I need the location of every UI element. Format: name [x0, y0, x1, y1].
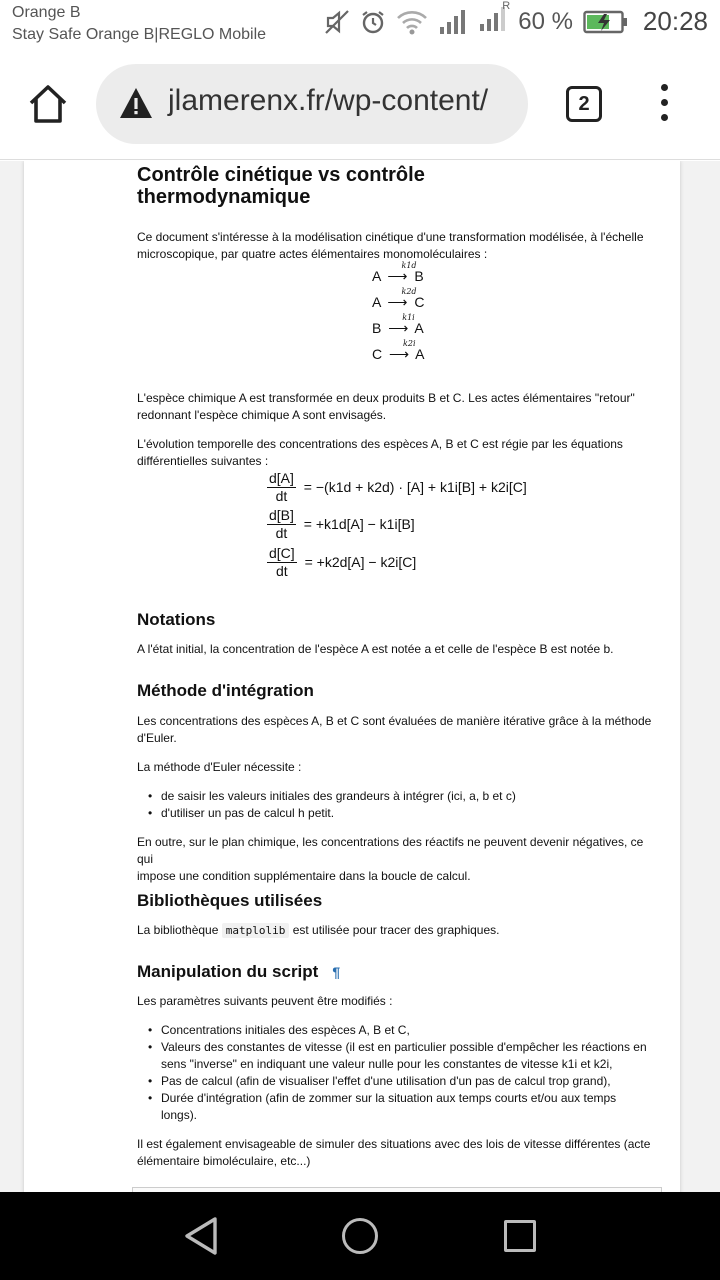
ode-rhs: = +k2d[A] − k2i[C]: [304, 554, 417, 570]
list-item: • de saisir les valeurs initiales des grandeurs à intégrer (ici, a, b et c): [137, 788, 657, 805]
reaction-2: [372, 287, 425, 318]
numerator: d[C]: [269, 545, 295, 561]
manip-paragraph-1: Les paramètres suivants peuvent être modifiés :: [137, 994, 393, 1008]
title-line-1: Contrôle cinétique vs contrôle: [137, 164, 425, 186]
intro-line-1: Ce document s'intéresse à la modélisation cinétique d'une transformation modélisée, à l'échelle: [137, 230, 644, 244]
methode-paragraph-2: La méthode d'Euler nécessite :: [137, 760, 302, 774]
carrier-name: Orange B: [12, 4, 81, 21]
arrow-glyph: ⟶: [388, 346, 410, 362]
heading-methode: Méthode d'intégration: [137, 681, 314, 700]
list-item: [137, 1090, 657, 1124]
list-item-line: Valeurs des constantes de vitesse (il est en particulier possible d'empêcher les réactions en: [161, 1040, 647, 1054]
wifi-icon: [396, 9, 428, 35]
ode-c: [267, 545, 416, 583]
reactant: A: [372, 294, 381, 310]
biblio-text-after: est utilisée pour tracer des graphiques.: [292, 923, 500, 937]
reactant: A: [372, 268, 381, 284]
numerator: d[A]: [269, 470, 294, 486]
ode-a: [267, 470, 527, 508]
product: B: [414, 268, 424, 284]
rate-constant: k2d: [401, 287, 417, 296]
carrier-network: Stay Safe Orange B|REGLO Mobile: [12, 26, 267, 43]
rate-constant: k2i: [403, 339, 416, 348]
rate-constant: k1i: [402, 313, 415, 322]
intro-paragraph: [137, 229, 644, 263]
biblio-text-before: La bibliothèque: [137, 923, 219, 937]
p2-line-2: redonnant l'espèce chimique A sont envisagés.: [137, 408, 387, 422]
manip-paragraph-2: [137, 1136, 650, 1170]
derivative-fraction: [267, 545, 297, 580]
overflow-menu-icon[interactable]: [656, 84, 672, 124]
list-item: • d'utiliser un pas de calcul h petit.: [137, 805, 657, 822]
methode-p3-line-1: En outre, sur le plan chimique, les concentrations des réactifs ne peuvent devenir négatives, ce qui: [137, 835, 644, 866]
denominator: dt: [275, 488, 288, 504]
product: A: [415, 346, 425, 362]
ode-intro-paragraph: [137, 436, 623, 470]
methode-line-2: d'Euler.: [137, 731, 177, 745]
numerator: d[B]: [269, 507, 294, 523]
heading-manipulation-text: Manipulation du script: [137, 962, 319, 981]
inline-code: matplolib: [222, 923, 290, 938]
ode-rhs: = −(k1d + k2d) · [A] + k1i[B] + k2i[C]: [303, 479, 527, 495]
p3-line-2: différentielles suivantes :: [137, 454, 269, 468]
roaming-label: R: [502, 0, 511, 12]
home-icon[interactable]: [26, 82, 70, 126]
manip-p2-line-1: Il est également envisageable de simuler des situations avec des lois de vitesse différentes (acte: [137, 1137, 651, 1151]
manip-list: [137, 1022, 657, 1124]
permalink-anchor[interactable]: ¶: [332, 964, 341, 980]
list-item-line: longs).: [161, 1108, 198, 1122]
signal-icon: [438, 9, 468, 35]
status-bar: [0, 0, 720, 50]
battery-charging-icon: [583, 10, 629, 34]
rate-constant: k1d: [401, 261, 417, 270]
status-icons: [324, 0, 708, 37]
list-item-line: Durée d'intégration (afin de zommer sur la situation aux temps courts et/ou aux temps: [161, 1091, 617, 1105]
article-title: [137, 164, 425, 208]
warning-icon[interactable]: [118, 86, 154, 120]
list-item: • Pas de calcul (afin de visualiser l'effet d'une utilisation d'un pas de calcul trop grand),: [137, 1073, 657, 1090]
manip-p2-line-2: élémentaire bimoléculaire, etc...): [137, 1154, 311, 1168]
methode-line-1: Les concentrations des espèces A, B et C sont évaluées de manière itérative grâce à la méthode: [137, 714, 652, 728]
arrow-glyph: ⟶: [388, 320, 409, 336]
heading-manipulation: [137, 962, 340, 982]
recent-apps-icon[interactable]: [504, 1220, 536, 1252]
alarm-icon: [360, 9, 386, 35]
p2-line-1: L'espèce chimique A est transformée en deux produits B et C. Les actes élémentaires "retour": [137, 391, 635, 405]
heading-notations: Notations: [137, 610, 216, 629]
list-item: • Concentrations initiales des espèces A, B et C,: [137, 1022, 657, 1039]
biblio-paragraph: [137, 922, 500, 939]
list-item: [137, 1039, 657, 1073]
reactant: B: [372, 320, 382, 336]
arrow-glyph: ⟶: [387, 268, 408, 284]
product: A: [414, 320, 424, 336]
url-text[interactable]: jlamerenx.fr/wp-content/: [168, 84, 489, 117]
denominator: dt: [275, 525, 288, 541]
methode-list: [137, 788, 657, 822]
title-line-2: thermodynamique: [137, 186, 311, 208]
back-icon[interactable]: [183, 1216, 219, 1256]
heading-bibliotheques: Bibliothèques utilisées: [137, 891, 323, 910]
reactant: C: [372, 346, 383, 362]
derivative-fraction: [267, 470, 296, 505]
web-viewport[interactable]: [0, 161, 720, 1192]
methode-paragraph-1: [137, 713, 651, 747]
species-paragraph: [137, 390, 635, 424]
reaction-4: [372, 339, 425, 370]
product: C: [414, 294, 425, 310]
methode-paragraph-3: [137, 834, 657, 885]
tab-switcher-button[interactable]: 2: [566, 86, 602, 122]
ode-rhs: = +k1d[A] − k1i[B]: [303, 516, 415, 532]
ode-b: [267, 507, 415, 545]
clock: 20:28: [642, 6, 708, 36]
mute-icon: [324, 9, 350, 35]
notations-paragraph: A l'état initial, la concentration de l'espèce A est notée a et celle de l'espèce B est notée b.: [137, 642, 614, 656]
navigation-bar: [0, 1192, 720, 1280]
browser-toolbar: [0, 50, 720, 160]
methode-p3-line-2: impose une condition supplémentaire dans la boucle de calcul.: [137, 869, 471, 883]
address-bar[interactable]: [96, 64, 528, 144]
battery-percent: 60 %: [518, 7, 573, 35]
list-item-line: sens "inverse" en indiquant une valeur nulle pour les constantes de vitesse k1i et k2i,: [161, 1057, 613, 1071]
arrow-glyph: ⟶: [387, 294, 408, 310]
derivative-fraction: [267, 507, 296, 542]
p3-line-1: L'évolution temporelle des concentrations des espèces A, B et C est régie par les équations: [137, 437, 623, 451]
home-circle-icon[interactable]: [342, 1218, 378, 1254]
intro-line-2: microscopique, par quatre actes élémentaires monomoléculaires :: [137, 247, 488, 261]
denominator: dt: [276, 563, 288, 579]
reaction-arrow: [386, 339, 416, 363]
document-page: [24, 161, 680, 1192]
